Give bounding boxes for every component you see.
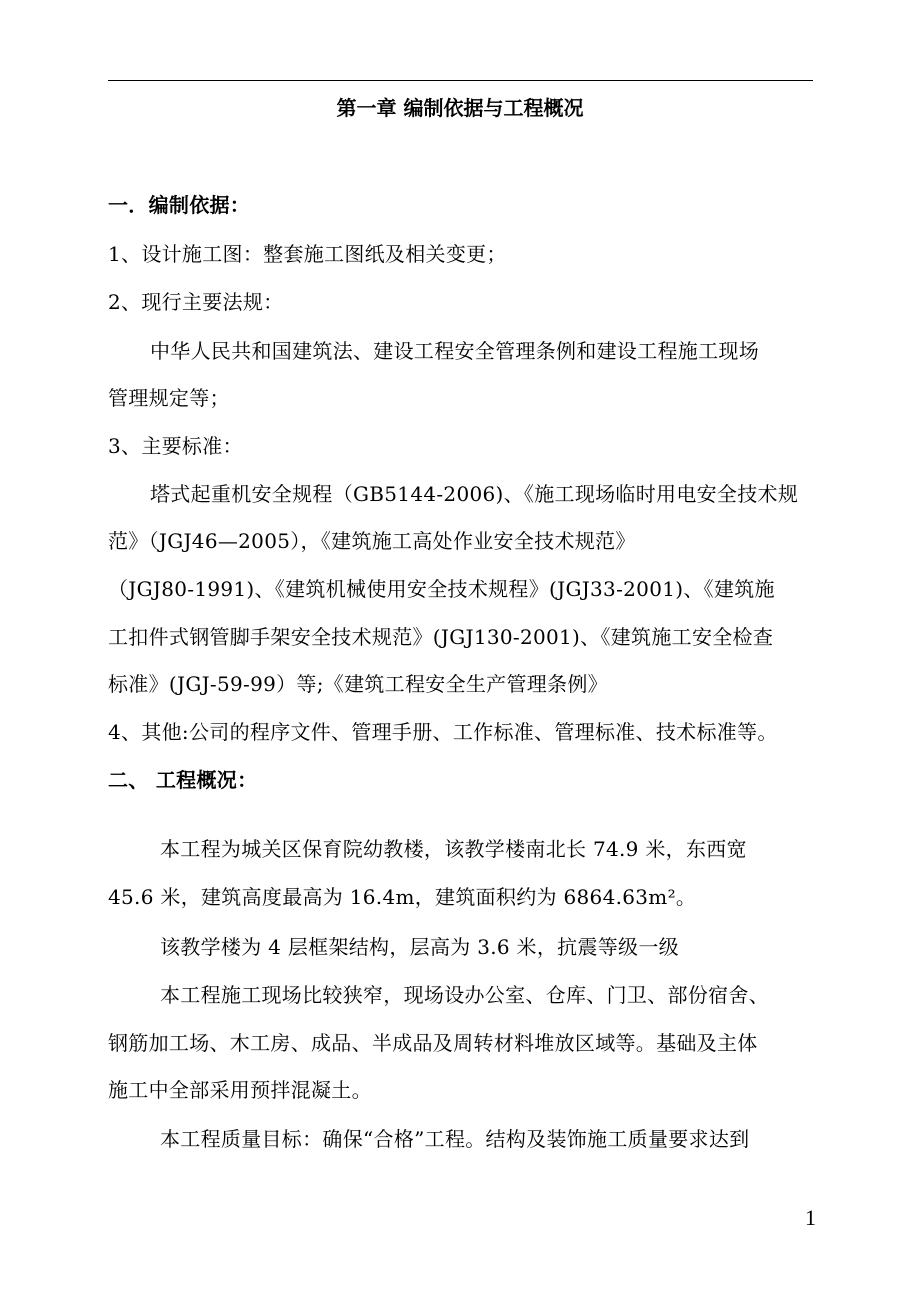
paragraph-line: 1、设计施工图：整套施工图纸及相关变更； xyxy=(108,242,507,266)
paragraph-line: 2、现行主要法规： xyxy=(108,290,284,314)
paragraph-line: 本工程质量目标：确保“合格”工程。结构及装饰施工质量要求达到 xyxy=(160,1127,750,1151)
paragraph-line: 工扣件式钢管脚手架安全技术规范》(JGJ130-2001)、《建筑施工安全检查 xyxy=(108,625,774,649)
section-heading-basis: 一．编制依据： xyxy=(108,193,251,217)
paragraph-line: 施工中全部采用预拌混凝土。 xyxy=(108,1078,372,1102)
paragraph-line: 3、主要标准： xyxy=(108,434,243,458)
page-number: 1 xyxy=(805,1205,816,1230)
paragraph-line: 范》（JGJ46—2005），《建筑施工高处作业安全技术规范》 xyxy=(108,529,636,553)
paragraph-line: 该教学楼为 4 层框架结构，层高为 3.6 米，抗震等级一级 xyxy=(160,935,679,959)
header-rule xyxy=(108,80,813,81)
paragraph-line: 钢筋加工场、木工房、成品、半成品及周转材料堆放区域等。基础及主体 xyxy=(108,1031,758,1055)
paragraph-line: 本工程施工现场比较狭窄，现场设办公室、仓库、门卫、部份宿舍、 xyxy=(160,983,769,1007)
paragraph-line: 本工程为城关区保育院幼教楼，该教学楼南北长 74.9 米，东西宽 xyxy=(160,837,747,861)
paragraph-line: （JGJ80-1991)、《建筑机械使用安全技术规程》(JGJ33-2001)、《建筑施 xyxy=(108,577,775,601)
section-heading-overview: 二、 工程概况： xyxy=(108,768,258,792)
paragraph-line: 塔式起重机安全规程（GB5144-2006)、《施工现场临时用电安全技术规 xyxy=(150,482,799,506)
paragraph-line: 标准》(JGJ-59-99）等;《建筑工程安全生产管理条例》 xyxy=(108,672,608,696)
paragraph-line: 管理规定等； xyxy=(108,386,230,410)
chapter-title: 第一章 编制依据与工程概况 xyxy=(336,96,584,120)
paragraph-line: 45.6 米，建筑高度最高为 16.4m，建筑面积约为 6864.63m²。 xyxy=(108,885,697,909)
paragraph-line: 中华人民共和国建筑法、建设工程安全管理条例和建设工程施工现场 xyxy=(150,339,759,363)
paragraph-line: 4、其他:公司的程序文件、管理手册、工作标准、管理标准、技术标准等。 xyxy=(108,720,778,744)
